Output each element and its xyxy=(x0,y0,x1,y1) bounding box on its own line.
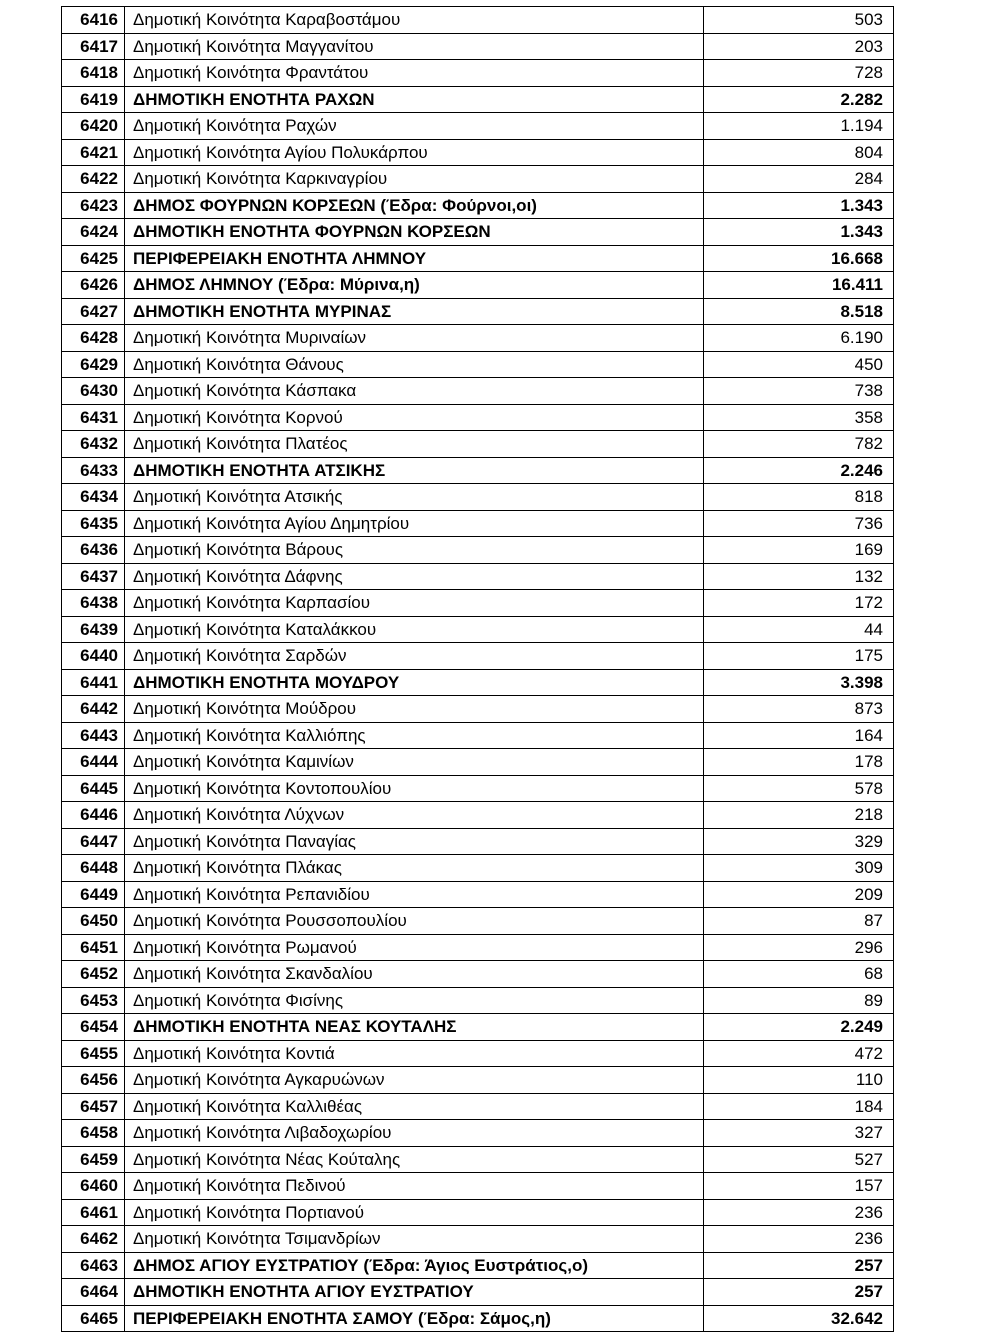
row-area-name: Δημοτική Κοινότητα Νέας Κούταλης xyxy=(125,1146,704,1173)
row-population-value: 738 xyxy=(704,378,894,405)
row-area-name: Δημοτική Κοινότητα Σκανδαλίου xyxy=(125,961,704,988)
row-population-value: 2.249 xyxy=(704,1014,894,1041)
row-code: 6457 xyxy=(62,1093,125,1120)
table-row xyxy=(62,855,894,882)
row-population-value: 296 xyxy=(704,934,894,961)
row-area-name: ΔΗΜΟΤΙΚΗ ΕΝΟΤΗΤΑ ΝΕΑΣ ΚΟΥΤΑΛΗΣ xyxy=(125,1014,704,1041)
row-area-name: ΔΗΜΟΤΙΚΗ ΕΝΟΤΗΤΑ ΑΤΣΙΚΗΣ xyxy=(125,457,704,484)
row-code: 6436 xyxy=(62,537,125,564)
row-population-value: 1.343 xyxy=(704,219,894,246)
row-area-name: Δημοτική Κοινότητα Καραβοστάμου xyxy=(125,7,704,34)
table-row xyxy=(62,1093,894,1120)
row-population-value: 110 xyxy=(704,1067,894,1094)
row-population-value: 172 xyxy=(704,590,894,617)
row-code: 6459 xyxy=(62,1146,125,1173)
row-area-name: Δημοτική Κοινότητα Φραντάτου xyxy=(125,60,704,87)
row-code: 6450 xyxy=(62,908,125,935)
row-area-name: Δημοτική Κοινότητα Αγκαρυώνων xyxy=(125,1067,704,1094)
population-table-body xyxy=(62,7,894,1332)
row-population-value: 1.343 xyxy=(704,192,894,219)
row-code: 6421 xyxy=(62,139,125,166)
row-population-value: 68 xyxy=(704,961,894,988)
table-row xyxy=(62,113,894,140)
row-population-value: 132 xyxy=(704,563,894,590)
population-table-page xyxy=(61,6,893,1332)
table-row xyxy=(62,563,894,590)
row-area-name: Δημοτική Κοινότητα Ρωμανού xyxy=(125,934,704,961)
row-population-value: 44 xyxy=(704,616,894,643)
table-row xyxy=(62,219,894,246)
table-row xyxy=(62,351,894,378)
row-area-name: Δημοτική Κοινότητα Λύχνων xyxy=(125,802,704,829)
row-code: 6423 xyxy=(62,192,125,219)
row-area-name: Δημοτική Κοινότητα Παναγίας xyxy=(125,828,704,855)
row-population-value: 358 xyxy=(704,404,894,431)
row-area-name: Δημοτική Κοινότητα Αγίου Δημητρίου xyxy=(125,510,704,537)
row-code: 6464 xyxy=(62,1279,125,1306)
row-area-name: Δημοτική Κοινότητα Φισίνης xyxy=(125,987,704,1014)
row-code: 6433 xyxy=(62,457,125,484)
row-population-value: 89 xyxy=(704,987,894,1014)
table-row xyxy=(62,60,894,87)
row-population-value: 203 xyxy=(704,33,894,60)
row-code: 6431 xyxy=(62,404,125,431)
row-population-value: 3.398 xyxy=(704,669,894,696)
row-population-value: 236 xyxy=(704,1226,894,1253)
row-population-value: 157 xyxy=(704,1173,894,1200)
row-code: 6435 xyxy=(62,510,125,537)
row-area-name: Δημοτική Κοινότητα Μαγγανίτου xyxy=(125,33,704,60)
table-row xyxy=(62,1014,894,1041)
table-row xyxy=(62,166,894,193)
row-population-value: 1.194 xyxy=(704,113,894,140)
table-row xyxy=(62,1173,894,1200)
table-row xyxy=(62,298,894,325)
row-population-value: 728 xyxy=(704,60,894,87)
row-area-name: ΔΗΜΟΤΙΚΗ ΕΝΟΤΗΤΑ ΡΑΧΩΝ xyxy=(125,86,704,113)
row-area-name: Δημοτική Κοινότητα Κοντιά xyxy=(125,1040,704,1067)
row-area-name: Δημοτική Κοινότητα Τσιμανδρίων xyxy=(125,1226,704,1253)
row-area-name: Δημοτική Κοινότητα Κοντοπουλίου xyxy=(125,775,704,802)
row-area-name: Δημοτική Κοινότητα Πλατέος xyxy=(125,431,704,458)
row-code: 6455 xyxy=(62,1040,125,1067)
row-population-value: 329 xyxy=(704,828,894,855)
row-area-name: ΔΗΜΟΤΙΚΗ ΕΝΟΤΗΤΑ ΜΟΥΔΡΟΥ xyxy=(125,669,704,696)
row-population-value: 804 xyxy=(704,139,894,166)
table-row xyxy=(62,1252,894,1279)
table-row xyxy=(62,139,894,166)
row-code: 6441 xyxy=(62,669,125,696)
table-row xyxy=(62,1040,894,1067)
row-population-value: 527 xyxy=(704,1146,894,1173)
row-area-name: Δημοτική Κοινότητα Βάρους xyxy=(125,537,704,564)
row-area-name: Δημοτική Κοινότητα Ρουσσοπουλίου xyxy=(125,908,704,935)
table-row xyxy=(62,881,894,908)
table-row xyxy=(62,1146,894,1173)
row-population-value: 503 xyxy=(704,7,894,34)
table-row xyxy=(62,802,894,829)
row-code: 6460 xyxy=(62,1173,125,1200)
row-area-name: Δημοτική Κοινότητα Μυριναίων xyxy=(125,325,704,352)
table-row xyxy=(62,325,894,352)
row-code: 6428 xyxy=(62,325,125,352)
row-population-value: 450 xyxy=(704,351,894,378)
row-area-name: Δημοτική Κοινότητα Ατσικής xyxy=(125,484,704,511)
row-population-value: 16.668 xyxy=(704,245,894,272)
row-area-name: Δημοτική Κοινότητα Καλλιθέας xyxy=(125,1093,704,1120)
row-population-value: 164 xyxy=(704,722,894,749)
row-code: 6429 xyxy=(62,351,125,378)
row-code: 6417 xyxy=(62,33,125,60)
table-row xyxy=(62,828,894,855)
row-area-name: Δημοτική Κοινότητα Κορνού xyxy=(125,404,704,431)
population-table xyxy=(61,6,894,1332)
row-code: 6440 xyxy=(62,643,125,670)
table-row xyxy=(62,537,894,564)
row-population-value: 236 xyxy=(704,1199,894,1226)
row-code: 6425 xyxy=(62,245,125,272)
table-row xyxy=(62,484,894,511)
table-row xyxy=(62,1120,894,1147)
row-area-name: ΔΗΜΟΤΙΚΗ ΕΝΟΤΗΤΑ ΑΓΙΟΥ ΕΥΣΤΡΑΤΙΟΥ xyxy=(125,1279,704,1306)
row-code: 6422 xyxy=(62,166,125,193)
table-row xyxy=(62,1279,894,1306)
table-row xyxy=(62,1305,894,1332)
table-row xyxy=(62,1226,894,1253)
table-row xyxy=(62,722,894,749)
table-row xyxy=(62,590,894,617)
row-code: 6458 xyxy=(62,1120,125,1147)
row-population-value: 218 xyxy=(704,802,894,829)
row-code: 6418 xyxy=(62,60,125,87)
row-code: 6427 xyxy=(62,298,125,325)
table-row xyxy=(62,86,894,113)
row-area-name: Δημοτική Κοινότητα Καρκιναγρίου xyxy=(125,166,704,193)
table-row xyxy=(62,961,894,988)
row-population-value: 284 xyxy=(704,166,894,193)
row-code: 6452 xyxy=(62,961,125,988)
row-population-value: 32.642 xyxy=(704,1305,894,1332)
table-row xyxy=(62,245,894,272)
row-code: 6447 xyxy=(62,828,125,855)
row-area-name: Δημοτική Κοινότητα Σαρδών xyxy=(125,643,704,670)
table-row xyxy=(62,987,894,1014)
row-population-value: 2.282 xyxy=(704,86,894,113)
row-area-name: Δημοτική Κοινότητα Καλλιόπης xyxy=(125,722,704,749)
row-population-value: 257 xyxy=(704,1279,894,1306)
row-area-name: Δημοτική Κοινότητα Πεδινού xyxy=(125,1173,704,1200)
row-population-value: 175 xyxy=(704,643,894,670)
table-row xyxy=(62,192,894,219)
table-row xyxy=(62,404,894,431)
table-row xyxy=(62,643,894,670)
row-population-value: 578 xyxy=(704,775,894,802)
row-population-value: 327 xyxy=(704,1120,894,1147)
row-code: 6448 xyxy=(62,855,125,882)
row-population-value: 6.190 xyxy=(704,325,894,352)
table-row xyxy=(62,669,894,696)
row-population-value: 184 xyxy=(704,1093,894,1120)
table-row xyxy=(62,272,894,299)
row-code: 6424 xyxy=(62,219,125,246)
table-row xyxy=(62,908,894,935)
row-area-name: Δημοτική Κοινότητα Πορτιανού xyxy=(125,1199,704,1226)
row-area-name: ΔΗΜΟΣ ΛΗΜΝΟΥ (Έδρα: Μύρινα,η) xyxy=(125,272,704,299)
row-code: 6434 xyxy=(62,484,125,511)
row-area-name: Δημοτική Κοινότητα Ραχών xyxy=(125,113,704,140)
row-code: 6465 xyxy=(62,1305,125,1332)
row-population-value: 16.411 xyxy=(704,272,894,299)
table-row xyxy=(62,775,894,802)
table-row xyxy=(62,1199,894,1226)
row-population-value: 8.518 xyxy=(704,298,894,325)
row-population-value: 818 xyxy=(704,484,894,511)
row-area-name: ΠΕΡΙΦΕΡΕΙΑΚΗ ΕΝΟΤΗΤΑ ΣΑΜΟΥ (Έδρα: Σάμος,η) xyxy=(125,1305,704,1332)
table-row xyxy=(62,696,894,723)
row-code: 6420 xyxy=(62,113,125,140)
row-area-name: ΔΗΜΟΣ ΑΓΙΟΥ ΕΥΣΤΡΑΤΙΟΥ (Έδρα: Άγιος Ευστράτιος,ο) xyxy=(125,1252,704,1279)
row-area-name: Δημοτική Κοινότητα Λιβαδοχωρίου xyxy=(125,1120,704,1147)
row-area-name: Δημοτική Κοινότητα Ρεπανιδίου xyxy=(125,881,704,908)
row-code: 6419 xyxy=(62,86,125,113)
row-code: 6444 xyxy=(62,749,125,776)
row-area-name: ΔΗΜΟΤΙΚΗ ΕΝΟΤΗΤΑ ΜΥΡΙΝΑΣ xyxy=(125,298,704,325)
row-code: 6445 xyxy=(62,775,125,802)
row-code: 6463 xyxy=(62,1252,125,1279)
row-population-value: 209 xyxy=(704,881,894,908)
row-area-name: Δημοτική Κοινότητα Αγίου Πολυκάρπου xyxy=(125,139,704,166)
row-population-value: 736 xyxy=(704,510,894,537)
row-code: 6439 xyxy=(62,616,125,643)
row-population-value: 873 xyxy=(704,696,894,723)
row-code: 6426 xyxy=(62,272,125,299)
table-row xyxy=(62,934,894,961)
row-area-name: ΠΕΡΙΦΕΡΕΙΑΚΗ ΕΝΟΤΗΤΑ ΛΗΜΝΟΥ xyxy=(125,245,704,272)
row-code: 6416 xyxy=(62,7,125,34)
row-area-name: Δημοτική Κοινότητα Κάσπακα xyxy=(125,378,704,405)
row-population-value: 87 xyxy=(704,908,894,935)
table-row xyxy=(62,510,894,537)
row-code: 6442 xyxy=(62,696,125,723)
row-code: 6449 xyxy=(62,881,125,908)
table-row xyxy=(62,431,894,458)
row-area-name: Δημοτική Κοινότητα Καρπασίου xyxy=(125,590,704,617)
row-code: 6453 xyxy=(62,987,125,1014)
table-row xyxy=(62,457,894,484)
row-code: 6437 xyxy=(62,563,125,590)
table-row xyxy=(62,7,894,34)
row-population-value: 309 xyxy=(704,855,894,882)
row-area-name: Δημοτική Κοινότητα Δάφνης xyxy=(125,563,704,590)
row-area-name: Δημοτική Κοινότητα Μούδρου xyxy=(125,696,704,723)
row-code: 6456 xyxy=(62,1067,125,1094)
row-population-value: 782 xyxy=(704,431,894,458)
table-row xyxy=(62,749,894,776)
row-code: 6430 xyxy=(62,378,125,405)
row-code: 6461 xyxy=(62,1199,125,1226)
row-population-value: 472 xyxy=(704,1040,894,1067)
row-area-name: ΔΗΜΟΣ ΦΟΥΡΝΩΝ ΚΟΡΣΕΩΝ (Έδρα: Φούρνοι,οι) xyxy=(125,192,704,219)
table-row xyxy=(62,33,894,60)
row-population-value: 169 xyxy=(704,537,894,564)
row-area-name: Δημοτική Κοινότητα Θάνους xyxy=(125,351,704,378)
row-population-value: 2.246 xyxy=(704,457,894,484)
row-code: 6432 xyxy=(62,431,125,458)
row-population-value: 257 xyxy=(704,1252,894,1279)
row-code: 6462 xyxy=(62,1226,125,1253)
row-code: 6446 xyxy=(62,802,125,829)
row-code: 6443 xyxy=(62,722,125,749)
row-code: 6454 xyxy=(62,1014,125,1041)
table-row xyxy=(62,1067,894,1094)
row-area-name: ΔΗΜΟΤΙΚΗ ΕΝΟΤΗΤΑ ΦΟΥΡΝΩΝ ΚΟΡΣΕΩΝ xyxy=(125,219,704,246)
table-row xyxy=(62,378,894,405)
table-row xyxy=(62,616,894,643)
row-area-name: Δημοτική Κοινότητα Καταλάκκου xyxy=(125,616,704,643)
row-area-name: Δημοτική Κοινότητα Πλάκας xyxy=(125,855,704,882)
row-code: 6451 xyxy=(62,934,125,961)
row-population-value: 178 xyxy=(704,749,894,776)
row-code: 6438 xyxy=(62,590,125,617)
row-area-name: Δημοτική Κοινότητα Καμινίων xyxy=(125,749,704,776)
